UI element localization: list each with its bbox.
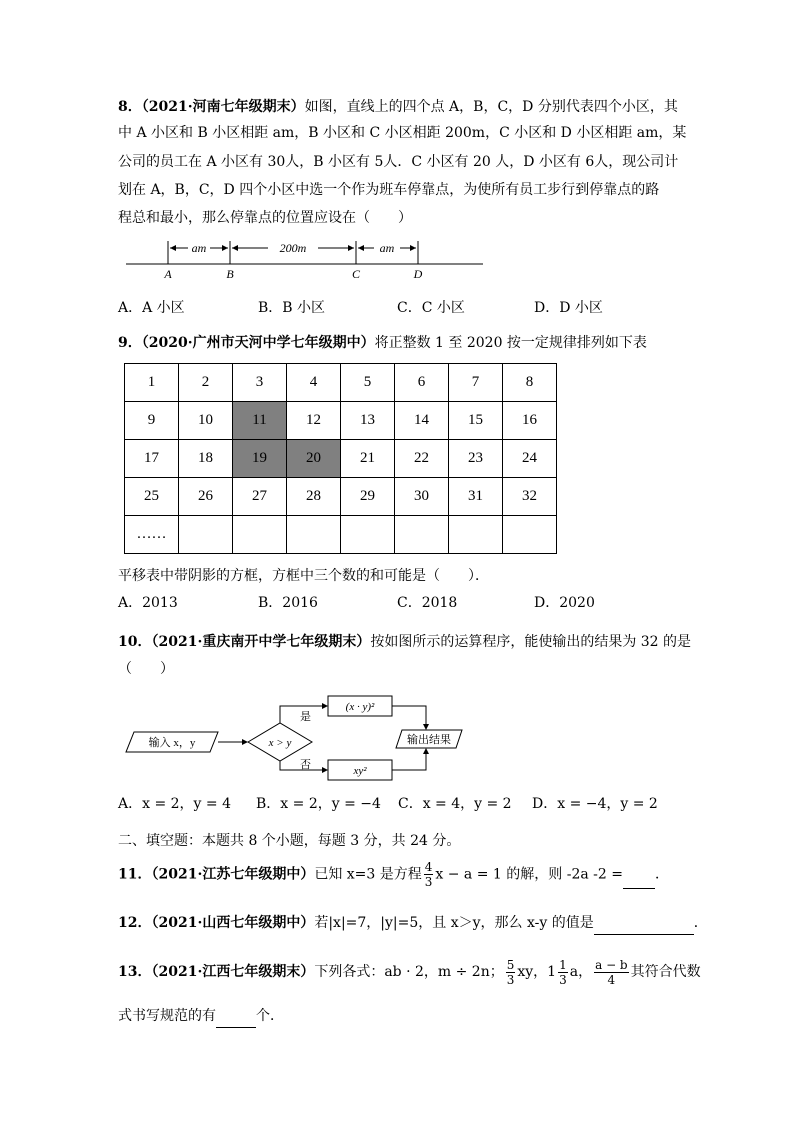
flow-yes-label: 是 — [300, 711, 311, 723]
q13-frac2-den: 3 — [559, 972, 567, 987]
q9-options — [118, 592, 678, 614]
q8-option-b[interactable]: B．B 小区 — [258, 300, 326, 316]
q12-end: ． — [693, 915, 708, 931]
q8-text-4: 划在 A，B，C，D 四个小区中选一个作为班车停靠点，为使所有员工步行到停靠点的路 — [118, 182, 660, 198]
table-cell: …… — [125, 516, 179, 554]
table-cell — [179, 516, 233, 554]
table-cell: 23 — [449, 440, 503, 478]
q10-option-c[interactable]: C．x = 4，y = 2 — [398, 796, 512, 812]
q8-fig-am2: am — [379, 241, 395, 255]
table-row — [125, 478, 557, 516]
flow-top-label: (x · y)² — [345, 701, 375, 713]
table-row — [125, 402, 557, 440]
table-cell-shaded: 20 — [287, 440, 341, 478]
q8-fig-C: C — [351, 267, 361, 281]
table-cell: 22 — [395, 440, 449, 478]
table-cell: 29 — [341, 478, 395, 516]
q10-options — [118, 793, 678, 815]
q8-text-5: 程总和最小，那么停靠点的位置应设在（ ） — [118, 210, 412, 226]
q9-text: 将正整数 1 至 2020 按一定规律排列如下表 — [374, 335, 647, 351]
q8-options — [118, 297, 678, 319]
flow-input-label: 输入 x，y — [148, 737, 196, 749]
table-cell: 10 — [179, 402, 233, 440]
q13-answer-blank[interactable] — [216, 1011, 256, 1028]
table-cell: 3 — [233, 364, 287, 402]
table-cell — [503, 516, 557, 554]
q8-fig-A: A — [164, 267, 172, 281]
q8-fig-am1: am — [191, 241, 207, 255]
q13-frac3-num: a − b — [595, 957, 628, 972]
q13-frac3-den: 4 — [607, 972, 616, 987]
q9-number: 9． — [118, 335, 142, 351]
q13-frac1-den: 3 — [506, 972, 515, 987]
q12-number: 12． — [118, 915, 152, 931]
q12-text: 若|x|=7，|y|=5，且 x＞y，那么 x-y 的值是 — [314, 915, 594, 931]
table-cell: 28 — [287, 478, 341, 516]
flow-bottom-label: xy² — [353, 765, 367, 777]
q11-mid: x − a = 1 的解，则 -2a -2 = — [435, 866, 623, 883]
table-cell: 12 — [287, 402, 341, 440]
q13-line2-end: 个． — [256, 1008, 284, 1024]
q13-frac1-num: 5 — [506, 957, 515, 972]
table-cell: 4 — [287, 364, 341, 402]
q8-text-2: 中 A 小区和 B 小区相距 am，B 小区和 C 小区相距 200m，C 小区和 D 小区相距 am，某 — [118, 125, 687, 141]
q9-source: （2020·广州市天河中学七年级期中） — [141, 335, 375, 351]
table-cell: 9 — [125, 402, 179, 440]
q8-text-1: 如图，直线上的四个点 A，B，C，D 分别代表四个小区，其 — [304, 99, 678, 115]
q13-fraction-1 — [506, 958, 516, 987]
q8-text-3: 公司的员工在 A 小区有 30人，B 小区有 5人．C 小区有 20 人，D 小区有 6人，现公司计 — [118, 154, 679, 170]
table-cell: 2 — [179, 364, 233, 402]
flow-decision-label: x > y — [268, 737, 292, 749]
q11-frac-den: 3 — [424, 875, 433, 889]
q13-t3: 其符合代数 — [630, 964, 701, 980]
q13-t2: a， — [569, 964, 593, 980]
q8-fig-D: D — [413, 267, 423, 281]
q10-paren: （ ） — [118, 661, 174, 677]
q9-option-a[interactable]: A．2013 — [118, 595, 178, 611]
q13-line2-text: 式书写规范的有 — [118, 1008, 216, 1024]
q11-pre: 已知 x=3 是方程 — [314, 866, 422, 883]
q12-source: （2021·山西七年级期中） — [151, 915, 315, 931]
q10-option-a[interactable]: A．x = 2，y = 4 — [118, 796, 231, 812]
table-cell: 30 — [395, 478, 449, 516]
q9-option-c[interactable]: C．2018 — [397, 595, 458, 611]
q13-pre: 下列各式：ab · 2，m ÷ 2n； — [314, 964, 504, 980]
table-cell: 5 — [341, 364, 395, 402]
q8-number: 8． — [118, 99, 142, 115]
q8-fig-B: B — [226, 267, 234, 281]
flow-no-label: 否 — [300, 759, 311, 771]
table-cell: 6 — [395, 364, 449, 402]
table-cell: 21 — [341, 440, 395, 478]
q8-line1 — [118, 95, 678, 119]
q13-frac2-num: 1 — [559, 957, 567, 972]
q13-source: （2021·江西七年级期末） — [151, 964, 315, 980]
table-row — [125, 440, 557, 478]
q11-number: 11． — [118, 866, 152, 883]
q13-number: 13． — [118, 964, 152, 980]
table-cell-shaded: 11 — [233, 402, 287, 440]
q10-header — [118, 630, 692, 654]
q11-answer-blank[interactable] — [623, 872, 655, 889]
table-row — [125, 516, 557, 554]
table-cell — [449, 516, 503, 554]
table-cell: 26 — [179, 478, 233, 516]
q9-question: 平移表中带阴影的方框，方框中三个数的和可能是（ ）． — [118, 568, 489, 584]
q10-number: 10． — [118, 634, 152, 650]
table-cell-shaded: 19 — [233, 440, 287, 478]
q11-frac-num: 4 — [424, 860, 433, 874]
table-cell: 32 — [503, 478, 557, 516]
table-cell: 8 — [503, 364, 557, 402]
table-cell: 27 — [233, 478, 287, 516]
table-cell — [233, 516, 287, 554]
q13-t1: xy，1 — [517, 964, 557, 980]
q8-number-line-figure — [118, 236, 498, 284]
q11-fraction — [424, 860, 434, 889]
q8-option-d[interactable]: D．D 小区 — [534, 300, 603, 316]
q10-option-b[interactable]: B．x = 2，y = −4 — [256, 796, 381, 812]
table-cell: 18 — [179, 440, 233, 478]
table-cell: 16 — [503, 402, 557, 440]
section-2-title: 二、填空题：本题共 8 个小题，每题 3 分，共 24 分。 — [118, 833, 461, 849]
q12-line — [118, 911, 708, 935]
q10-option-d[interactable]: D．x = −4，y = 2 — [532, 796, 658, 812]
q11-source: （2021·江苏七年级期中） — [151, 866, 315, 883]
table-cell: 14 — [395, 402, 449, 440]
q13-fraction-2 — [558, 958, 568, 987]
q10-flowchart — [120, 690, 480, 782]
q9-number-table — [124, 363, 557, 554]
q8-option-a[interactable]: A．A 小区 — [118, 300, 185, 316]
q8-source: （2021·河南七年级期末） — [141, 99, 305, 115]
table-cell: 25 — [125, 478, 179, 516]
table-cell: 31 — [449, 478, 503, 516]
q11-end: ． — [654, 866, 669, 883]
q10-source: （2021·重庆南开中学七年级期末） — [151, 634, 371, 650]
q12-answer-blank[interactable] — [594, 918, 694, 935]
q9-header — [118, 331, 678, 355]
q8-option-c[interactable]: C．C 小区 — [397, 300, 465, 316]
q10-text: 按如图所示的运算程序，能使输出的结果为 32 的是 — [370, 634, 692, 650]
q13-line1 — [118, 956, 701, 988]
table-cell — [287, 516, 341, 554]
table-cell: 1 — [125, 364, 179, 402]
q13-fraction-3 — [594, 958, 629, 987]
table-cell — [341, 516, 395, 554]
table-cell: 15 — [449, 402, 503, 440]
q13-line2 — [118, 1004, 678, 1028]
table-cell: 17 — [125, 440, 179, 478]
table-cell: 24 — [503, 440, 557, 478]
q8-fig-200m: 200m — [279, 241, 307, 255]
q11-line — [118, 860, 678, 889]
table-cell: 7 — [449, 364, 503, 402]
table-row — [125, 364, 557, 402]
flow-output-label: 输出结果 — [407, 734, 451, 746]
table-cell — [395, 516, 449, 554]
table-cell: 13 — [341, 402, 395, 440]
q9-option-d[interactable]: D．2020 — [534, 595, 595, 611]
q9-option-b[interactable]: B．2016 — [258, 595, 318, 611]
